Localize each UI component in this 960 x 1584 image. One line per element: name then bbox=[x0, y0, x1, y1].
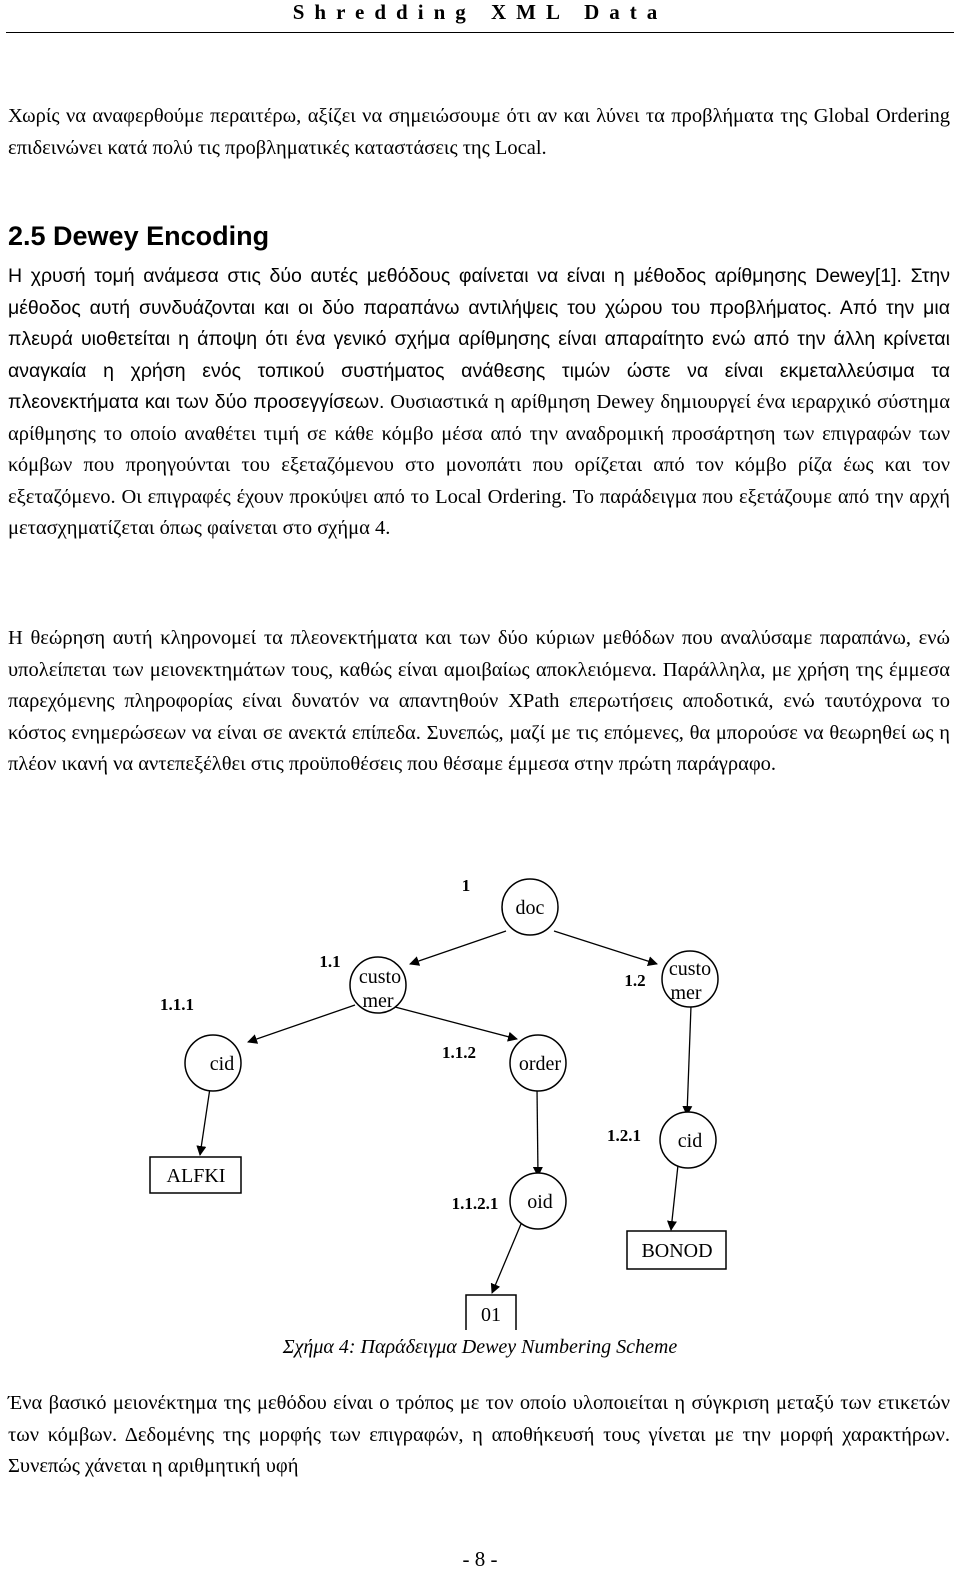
section-title: 2.5 Dewey Encoding bbox=[8, 221, 270, 251]
edge-oid-01 bbox=[492, 1224, 521, 1293]
label-1-1: 1.1 bbox=[319, 952, 341, 971]
label-1-2: 1.2 bbox=[624, 971, 646, 990]
dewey-paragraph-tail: Ουσιαστικά η αρίθμηση Dewey δημιουργεί ένα ιεραρχικό σύστημα αρίθμησης το οποίο αναθέτει τιμή σε κάθε κόμβο μέσα από την αναδρομική προσάρτηση των επιγραφών των κόμβων που προηγούνται του εξεταζόμενου στο μονοπάτι που ορίζεται από τον κόμβο ρίζα έως και τον εξεταζόμενο. Οι επιγραφές έχουν προκύψει από το Local Ordering. Το παράδειγμα που εξετάζουμε από την αρχή μετασχηματίζεται όπως φαίνεται στο σχήμα 4. bbox=[8, 391, 951, 539]
edge-customer2-cid bbox=[687, 1006, 691, 1115]
node-cid-1-text: cid bbox=[209, 1053, 235, 1075]
node-doc-text: doc bbox=[515, 897, 545, 919]
tree-edges bbox=[200, 931, 691, 1293]
advantages-paragraph: Η θεώρηση αυτή κληρονομεί τα πλεονεκτήματα και των δύο κύριων μεθόδων που αναλύσαμε παραπάνω, ενώ υπολείπεται των μειονεκτημάτων τους, καθώς είναι αμοιβαίως αποκλειόμενα. Παράλληλα, με χρήση της έμμεσα παρεχόμενης πληροφορίας είναι δυνατόν να απαντηθούν XPath επερωτήσεις αποδοτικά, ενώ ταυτόχρονα το κόστος ενημερώσεων να είναι σε ανεκτά επίπεδα. Συνεπώς, μαζί με τις επόμενες, θα μπορούσε να θεωρηθεί ως η πλέον ικανή να αντεπεξέλθει στις προϋποθέσεις που θέσαμε έμμεσα στην πρώτη παράγραφο. bbox=[8, 627, 950, 775]
label-1-1-2-1: 1.1.2.1 bbox=[451, 1194, 499, 1213]
node-customer-2-text-b: mer bbox=[670, 982, 702, 1004]
drawback-paragraph: Ένα βασικό μειονέκτημα της μεθόδου είναι ο τρόπος με τον οποίο υλοποιείται η σύγκριση μεταξύ των ετικετών των κόμβων. Δεδομένης της μορφής των επιγραφών, η αποθήκευσή τους γίνεται με την μορφή χαρακτήρων. Συνεπώς χάνεται η αριθμητική υφή bbox=[8, 1392, 950, 1477]
label-1-1-1: 1.1.1 bbox=[160, 995, 194, 1014]
edge-order-oid bbox=[537, 1088, 538, 1176]
dewey-paragraph bbox=[8, 261, 950, 545]
figure-caption: Σχήμα 4: Παράδειγμα Dewey Numbering Scheme bbox=[282, 1336, 678, 1358]
edge-cid-bonod bbox=[671, 1165, 678, 1230]
running-header: Shredding XML Data bbox=[292, 0, 668, 24]
node-order-text: order bbox=[518, 1053, 562, 1075]
node-customer-1-text-b: mer bbox=[362, 990, 394, 1012]
edge-cid-alfki bbox=[200, 1088, 210, 1155]
intro-paragraph: Χωρίς να αναφερθούμε περαιτέρω, αξίζει να σημειώσουμε ότι αν και λύνει τα προβλήματα της Global Ordering επιδεινώνει κατά πολύ τις προβληματικές καταστάσεις της Local. bbox=[8, 105, 950, 159]
node-oid-text: oid bbox=[527, 1191, 553, 1213]
page-number: - 8 - bbox=[462, 1547, 498, 1571]
value-alfki-text: ALFKI bbox=[166, 1165, 226, 1187]
node-customer-1-text-a: custo bbox=[358, 966, 402, 988]
value-01-text: 01 bbox=[481, 1304, 501, 1326]
header-rule bbox=[6, 32, 954, 33]
node-cid-2-text: cid bbox=[677, 1130, 703, 1152]
dewey-paragraph-body: Από την μια πλευρά υιοθετείται η άποψη ότι ένα γενικό σχήμα αρίθμησης είναι απαραίτητο ενώ από την άλλη κρίνεται αναγκαία η χρήση ενός τοπικού συστήματος ανάθεσης τιμών ώστε να είναι εκμεταλλεύσιμα τα πλεονεκτήματα και των δύο προσεγγίσεων. bbox=[8, 296, 951, 413]
label-1-1-2: 1.1.2 bbox=[442, 1043, 476, 1062]
dewey-tree-diagram bbox=[0, 860, 960, 1330]
label-1-2-1: 1.2.1 bbox=[607, 1126, 641, 1145]
value-bonod-text: BONOD bbox=[641, 1240, 713, 1262]
node-customer-2-text-a: custo bbox=[668, 958, 712, 980]
label-1: 1 bbox=[461, 876, 471, 895]
dewey-paragraph-lead: Η χρυσή τομή ανάμεσα στις δύο αυτές μεθόδους φαίνεται να είναι η μέθοδος αρίθμησης Dewey[1]. Στην μέθοδος αυτή συνδυάζονται και οι δύο παραπάνω αντιλήψεις του χώρου του προβλήματος. bbox=[8, 265, 950, 319]
edge-doc-customer2 bbox=[554, 931, 657, 964]
edge-customer1-order bbox=[395, 1007, 517, 1039]
edge-doc-customer1 bbox=[410, 931, 506, 964]
edge-customer1-cid bbox=[248, 1005, 355, 1042]
